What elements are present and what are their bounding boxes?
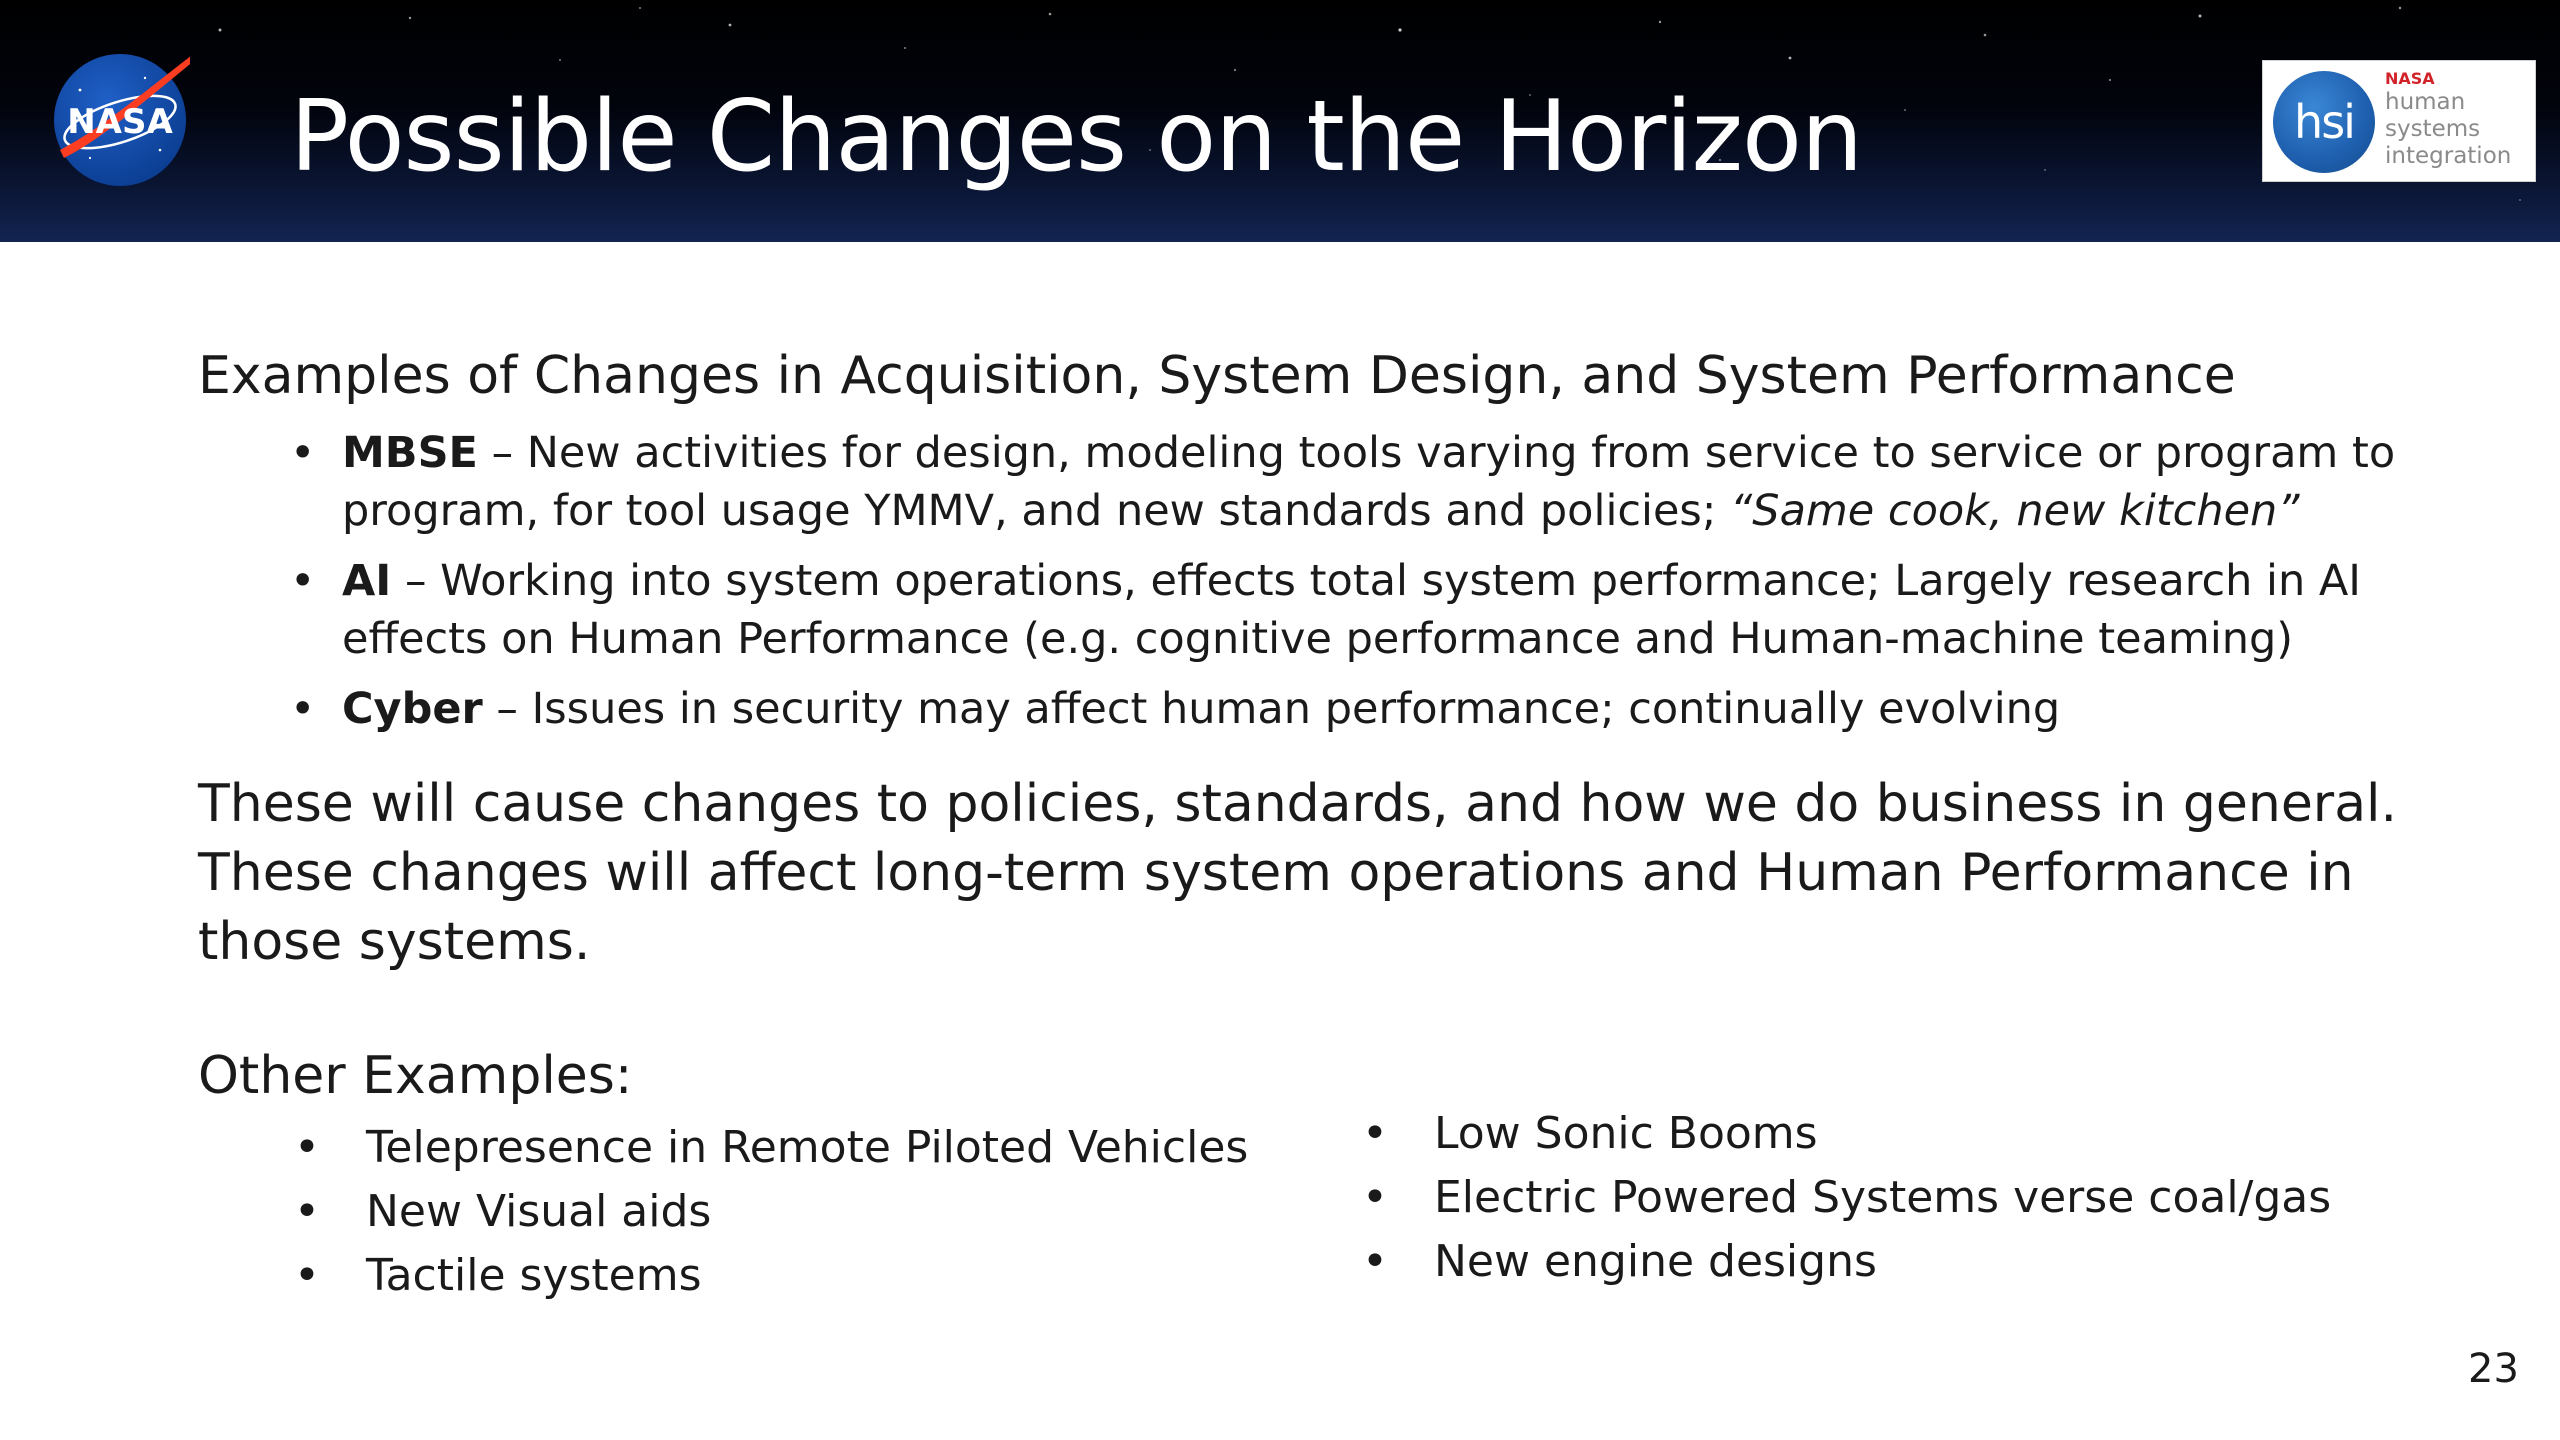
list-item <box>294 1244 1294 1308</box>
list-item-text: Telepresence in Remote Piloted Vehicles <box>366 1122 1249 1173</box>
list-item-text: Low Sonic Booms <box>1434 1108 1818 1159</box>
other-examples-right-list <box>1362 1102 2462 1294</box>
other-examples-heading: Other Examples: <box>198 1046 633 1106</box>
bullet: • <box>294 1122 320 1173</box>
nasa-meatball-logo <box>50 50 190 190</box>
other-examples-left-list <box>294 1116 1294 1308</box>
list-item-ai <box>290 552 2410 668</box>
page-number: 23 <box>2468 1346 2519 1392</box>
list-item <box>294 1116 1294 1180</box>
slide-header <box>0 0 2560 242</box>
bullet: • <box>1362 1236 1388 1287</box>
hsi-logo-text <box>2385 69 2511 170</box>
list-item-term: MBSE <box>342 428 478 478</box>
list-item-text: – Issues in security may affect human performance; continually evolving <box>482 684 2061 734</box>
hsi-logo-mark: hsi <box>2273 71 2375 173</box>
list-item-text: – Working into system operations, effects total system performance; Largely research in AI effects on Human Performance (e.g. cognitive performance and Human-machine teaming) <box>342 556 2361 664</box>
nasa-logo-text: NASA <box>67 102 173 142</box>
examples-list <box>290 424 2410 750</box>
bullet: • <box>294 1250 320 1301</box>
bullet: • <box>290 684 316 734</box>
list-item-text: – New activities for design, modeling tools varying from service to service or program to program, for tool usage YMMV, and new standards and policies; <box>342 428 2396 536</box>
bullet: • <box>294 1186 320 1237</box>
hsi-logo <box>2262 60 2536 182</box>
bullet: • <box>1362 1108 1388 1159</box>
hsi-logo-nasa: NASA <box>2385 69 2435 88</box>
list-item-term: Cyber <box>342 684 483 734</box>
list-item-text: New engine designs <box>1434 1236 1877 1287</box>
hsi-logo-line: integration <box>2385 143 2512 169</box>
section-subheading: Examples of Changes in Acquisition, System Design, and System Performance <box>198 346 2236 406</box>
list-item <box>1362 1230 2462 1294</box>
list-item <box>1362 1166 2462 1230</box>
bullet: • <box>290 556 316 606</box>
hsi-logo-line: systems <box>2385 116 2481 142</box>
list-item-text: Electric Powered Systems verse coal/gas <box>1434 1172 2332 1223</box>
hsi-logo-line: human <box>2385 89 2466 115</box>
list-item <box>1362 1102 2462 1166</box>
page-title: Possible Changes on the Horizon <box>290 80 1863 194</box>
bullet: • <box>290 428 316 478</box>
list-item-text: Tactile systems <box>366 1250 702 1301</box>
list-item-term: AI <box>342 556 392 606</box>
list-item-text: New Visual aids <box>366 1186 712 1237</box>
list-item-quote: “Same cook, new kitchen” <box>1730 486 2300 536</box>
list-item-mbse <box>290 424 2410 540</box>
summary-paragraph: These will cause changes to policies, standards, and how we do business in general. These changes will affect long-term system operations and Human Performance in those systems. <box>198 774 2398 972</box>
list-item-cyber <box>290 680 2410 738</box>
bullet: • <box>1362 1172 1388 1223</box>
list-item <box>294 1180 1294 1244</box>
